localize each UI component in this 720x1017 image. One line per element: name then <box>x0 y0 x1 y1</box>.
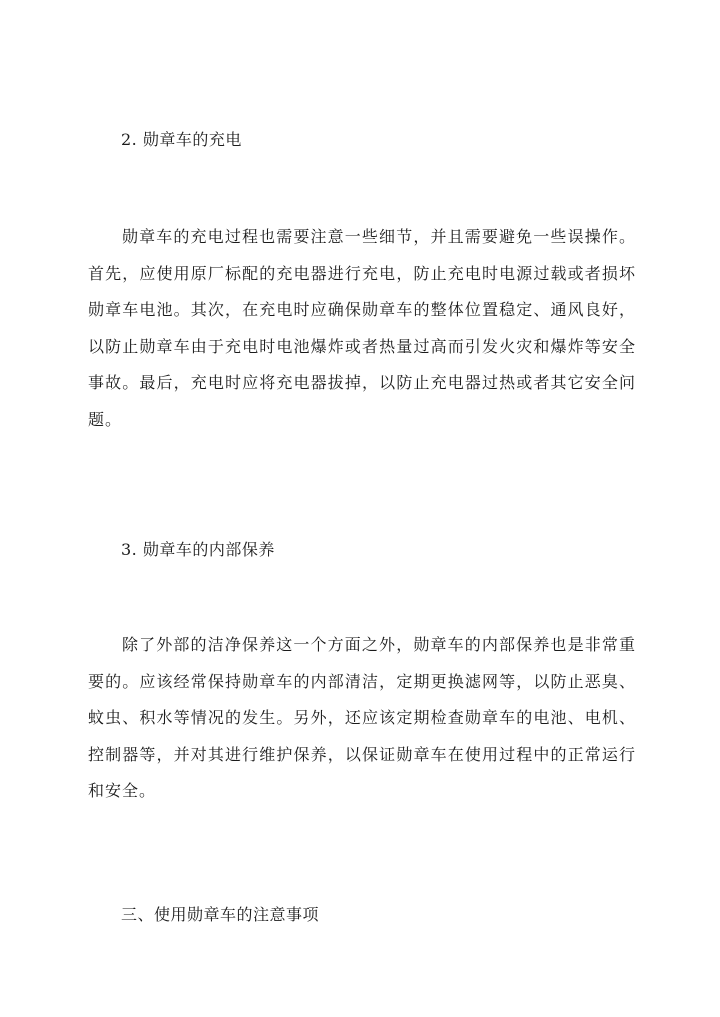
paragraph-charging: 勋章车的充电过程也需要注意一些细节，并且需要避免一些误操作。首先，应使用原厂标配的充电器进行充电，防止充电时电源过载或者损坏勋章车电池。其次，在充电时应确保勋章车的整体位置稳定、通风良好，以防止勋章车由于充电时电池爆炸或者热量过高而引发火灾和爆炸等安全事故。最后，充电时应将充电器拔掉，以防止充电器过热或者其它安全问题。 <box>88 227 636 429</box>
section-heading-internal-maintenance: 3. 勋章车的内部保养 <box>121 540 275 559</box>
paragraph-internal-maintenance: 除了外部的洁净保养这一个方面之外，勋章车的内部保养也是非常重要的。应该经常保持勋章车的内部清洁，定期更换滤网等，以防止恶臭、蚊虫、积水等情况的发生。另外，还应该定期检查勋章车的电池、电机、控制器等，并对其进行维护保养，以保证勋章车在使用过程中的正常运行和安全。 <box>88 635 636 800</box>
section-heading-usage-notes: 三、使用勋章车的注意事项 <box>121 905 320 924</box>
section-heading-charging: 2. 勋章车的充电 <box>121 130 242 149</box>
